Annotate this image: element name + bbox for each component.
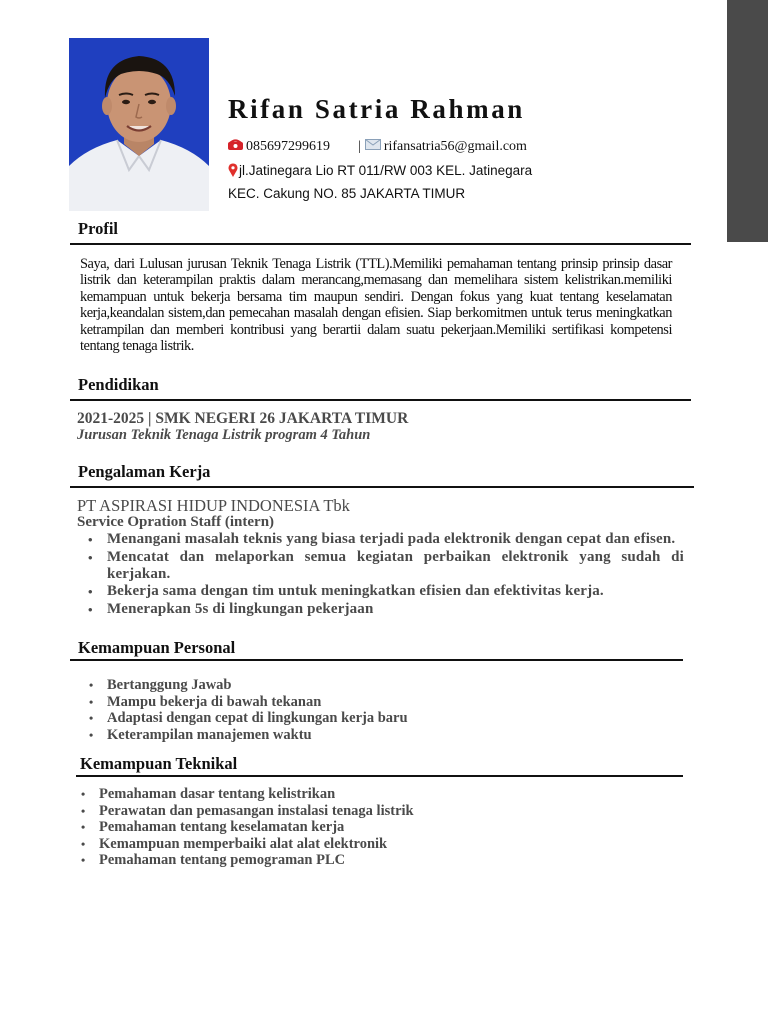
address-line-1-text: jl.Jatinegara Lio RT 011/RW 003 KEL. Jatinegara bbox=[239, 163, 533, 179]
personal-skills-heading: Kemampuan Personal bbox=[78, 638, 236, 657]
list-item: • Menerapkan 5s di lingkungan pekerjaan bbox=[88, 601, 684, 618]
list-item: • Menangani masalah teknis yang biasa terjadi pada elektronik dengan cepat dan efisen. bbox=[88, 531, 684, 548]
list-item: • Bertanggung Jawab bbox=[89, 677, 408, 694]
education-detail: Jurusan Teknik Tenaga Listrik program 4 Tahun bbox=[77, 427, 371, 443]
experience-heading: Pengalaman Kerja bbox=[78, 462, 211, 481]
personal-skills-list bbox=[89, 677, 408, 743]
phone-number[interactable]: 085697299619 bbox=[246, 139, 330, 155]
contact-row bbox=[228, 139, 527, 155]
list-item: • Pemahaman tentang keselamatan kerja bbox=[81, 819, 414, 836]
address-line-2: KEC. Cakung NO. 85 JAKARTA TIMUR bbox=[228, 186, 466, 201]
profile-photo bbox=[69, 38, 209, 211]
education-heading: Pendidikan bbox=[78, 375, 159, 394]
education-entry: 2021-2025 | SMK NEGERI 26 JAKARTA TIMUR bbox=[77, 410, 409, 427]
list-item: • Kemampuan memperbaiki alat alat elektronik bbox=[81, 836, 414, 853]
location-pin-icon bbox=[228, 163, 238, 180]
job-role: Service Opration Staff (intern) bbox=[77, 514, 275, 530]
list-item: • Pemahaman tentang pemograman PLC bbox=[81, 852, 414, 869]
candidate-name: Rifan Satria Rahman bbox=[228, 94, 525, 124]
address-line-1 bbox=[228, 163, 532, 180]
scrollbar[interactable] bbox=[727, 0, 768, 242]
profile-heading: Profil bbox=[78, 219, 119, 238]
profile-divider bbox=[70, 243, 691, 245]
contact-separator: | bbox=[358, 139, 361, 155]
list-item: • Bekerja sama dengan tim untuk meningkatkan efisien dan efektivitas kerja. bbox=[88, 583, 684, 600]
list-item: • Mencatat dan melaporkan semua kegiatan perbaikan elektronik yang sudah di kerjakan. bbox=[88, 549, 684, 583]
personal-skills-divider bbox=[70, 659, 683, 661]
experience-divider bbox=[70, 486, 694, 488]
list-item: • Pemahaman dasar tentang kelistrikan bbox=[81, 786, 414, 803]
technical-skills-heading: Kemampuan Teknikal bbox=[80, 754, 238, 773]
list-item: • Mampu bekerja di bawah tekanan bbox=[89, 694, 408, 711]
email-address[interactable]: rifansatria56@gmail.com bbox=[383, 139, 527, 155]
company-name: PT ASPIRASI HIDUP INDONESIA Tbk bbox=[77, 496, 350, 515]
list-item: • Perawatan dan pemasangan instalasi tenaga listrik bbox=[81, 803, 414, 820]
list-item: • Adaptasi dengan cepat di lingkungan kerja baru bbox=[89, 710, 408, 727]
technical-skills-list bbox=[81, 786, 414, 869]
list-item: • Keterampilan manajemen waktu bbox=[89, 727, 408, 744]
profile-text: Saya, dari Lulusan jurusan Teknik Tenaga Listrik (TTL).Memiliki pemahaman tentang prinsip prinsip dasar listrik dan keterampilan praktis dalam merancang,memasang dan memelihara sistem kelistrikan.memiliki kemampuan untuk bekerja bersama tim maupun sendiri. Dengan fokus yang kuat tentang keselamatan kerja,keandalan sistem,dan pemecahan masalah dengan efisien. Siap berkomitmen untuk terus meningkatkan ketrampilan dan memberi kontribusi yang berartii dalam suatu pekerjaan.Memiliki sertifikasi kompetensi tentang tenaga listrik. bbox=[80, 256, 672, 355]
technical-skills-divider bbox=[76, 775, 683, 777]
experience-list bbox=[88, 531, 684, 618]
telephone-icon bbox=[228, 139, 243, 155]
envelope-icon bbox=[365, 139, 381, 155]
portrait-image bbox=[69, 38, 209, 211]
education-divider bbox=[70, 399, 691, 401]
